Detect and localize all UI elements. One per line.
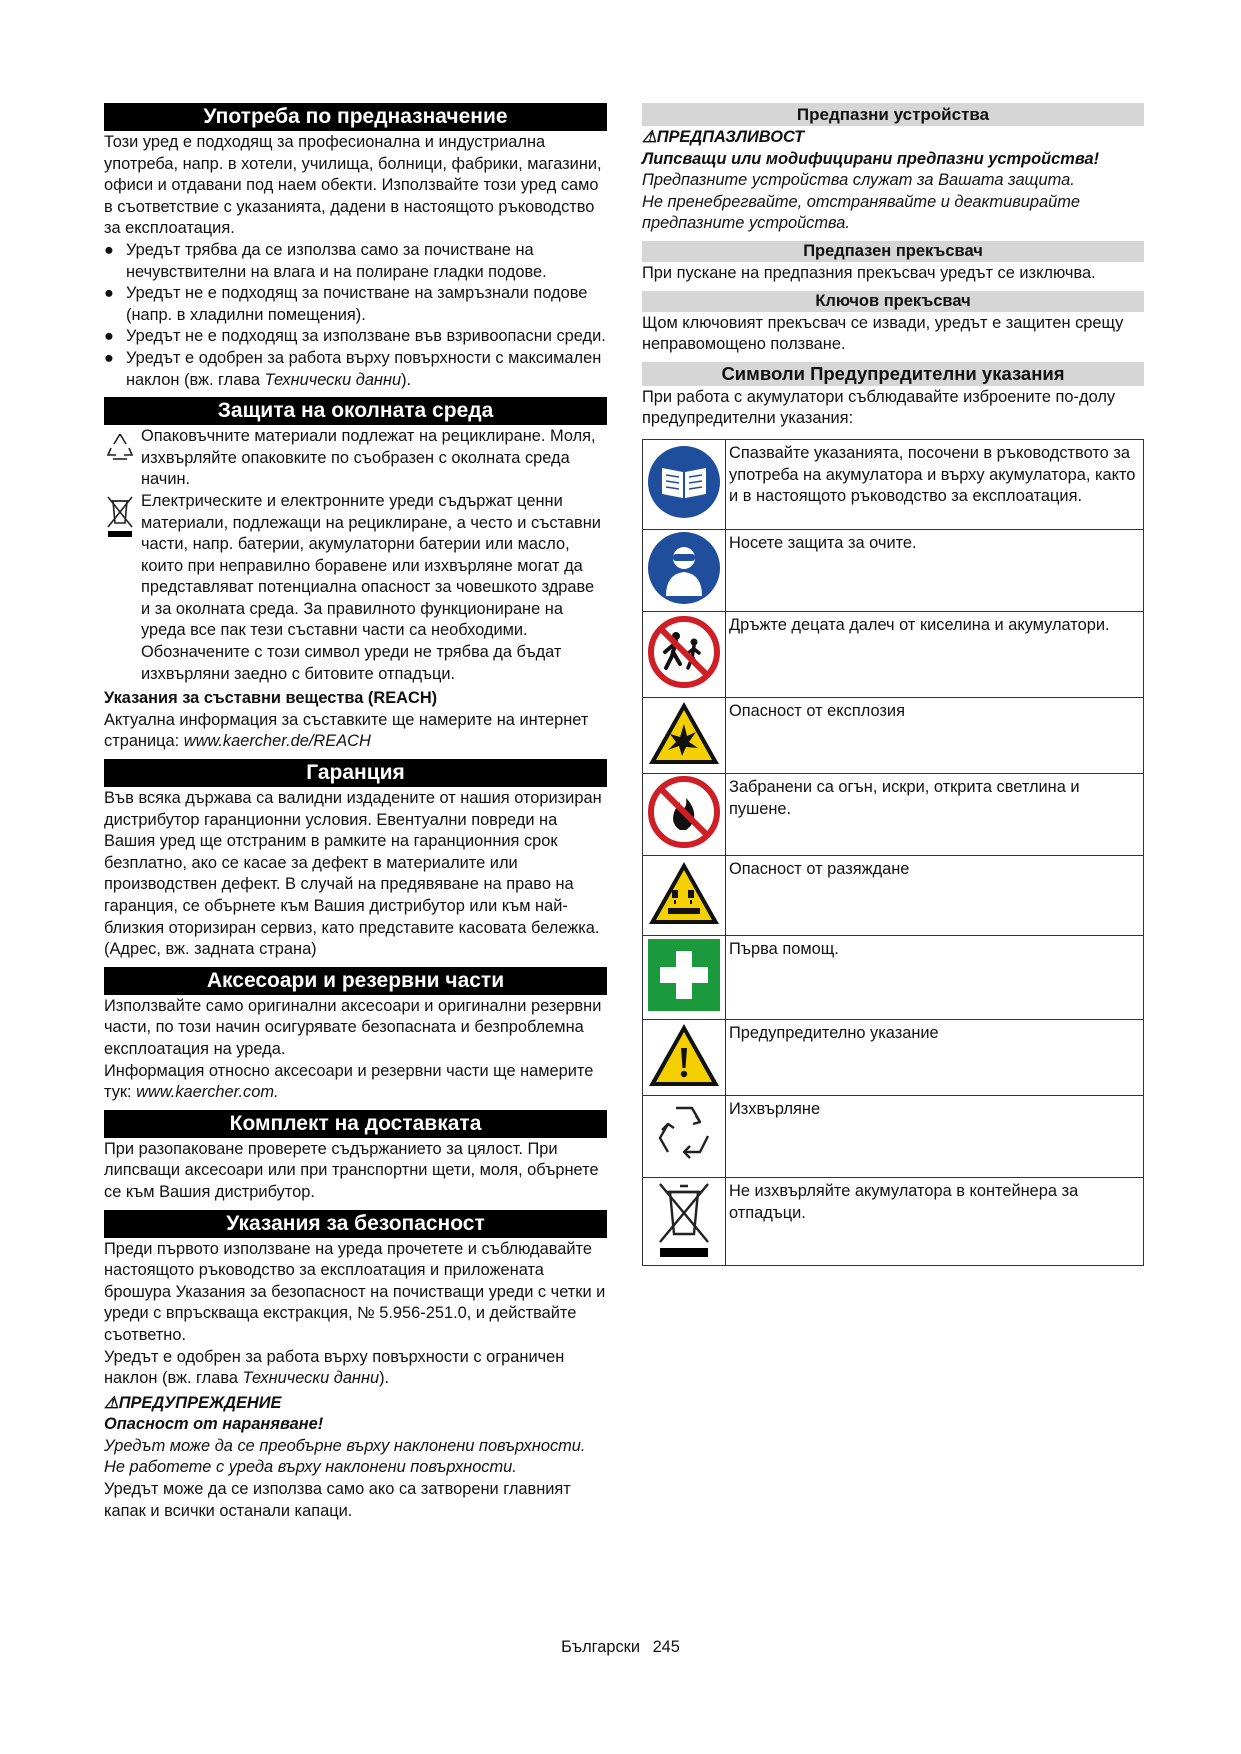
symbol-text: Опасност от експлозия [726,697,1144,773]
symbol-text: Спазвайте указанията, посочени в ръководството за употреба на акумулатора и върху акумулатора, както и в настоящото ръководство за експлоатация. [726,439,1144,529]
first-aid-icon [646,937,722,1013]
accessories-info: Информация относно аксесоари и резервни части ще намерите тук: www.kaercher.com. [104,1061,594,1102]
symbol-text: Предупредително указание [726,1019,1144,1095]
symbol-text: Не изхвърляйте акумулатора в контейнера за отпадъци. [726,1177,1144,1265]
warning-action: Не работете с уреда върху наклонени повърхности. [104,1458,517,1477]
table-row [643,1019,1144,1095]
symbols-table [642,439,1144,1266]
section-heading-delivery: Комплект на доставката [104,1110,607,1138]
warning-icon [646,1020,722,1090]
reach-heading: Указания за съставни вещества (REACH) [104,689,438,708]
table-row [643,773,1144,855]
table-row [643,529,1144,611]
right-column [642,103,1144,1266]
keep-children-away-icon [646,614,722,690]
read-manual-icon [646,444,722,520]
accessories-text: Използвайте само оригинални аксесоари и оригинални резервни части, по този начин осигурявате безопасната и безпроблемна експлоатация на уреда. [104,996,602,1058]
symbol-text: Изхвърляне [726,1095,1144,1177]
reach-text: Актуална информация за съставките ще намерите на интернет страница: www.kaercher.de/REACH [104,710,589,751]
key-switch-text: Щом ключовият прекъсвач се извади, уредът е защитен срещу неправомощено ползване. [642,313,1124,354]
table-row [643,1177,1144,1265]
packaging-note: Опаковъчните материали подлежат на рециклиране. Моля, изхвърляйте опаковките по съобразен с околната среда начин. [104,426,607,491]
section-heading-safety-switch: Предпазен прекъсвач [642,241,1144,262]
symbol-text: Забранени са огън, искри, открита светлина и пушене. [726,773,1144,855]
no-bin-disposal-icon [652,1178,716,1260]
list-item: ● Уредът не е подходящ за използване във взривоопасни среди. [104,327,606,346]
table-row [643,935,1144,1019]
warning-label: ⚠ПРЕДУПРЕЖДЕНИЕ [104,1393,282,1412]
kaercher-link[interactable]: www.kaercher.com. [136,1083,279,1102]
list-item: ● Уредът трябва да се използва само за почистване на нечувствителни на влага и на полиране гладки подове. [104,240,547,281]
corrosive-icon [646,858,722,928]
section-heading-key-switch: Ключов прекъсвач [642,291,1144,312]
table-row [643,611,1144,697]
caution-label: ⚠ПРЕДПАЗЛИВОСТ [642,128,805,146]
symbol-text: Първа помощ. [726,935,1144,1019]
recycle-icon [104,428,136,466]
safety-switch-text: При пускане на предпазния прекъсвач уредът се изключва. [642,263,1096,282]
symbol-text: Дръжте децата далеч от киселина и акумулатори. [726,611,1144,697]
caution-title: Липсващи или модифицирани предпазни устройства! [642,149,1100,168]
crossed-bin-icon [104,493,136,539]
explosion-hazard-icon [646,698,722,768]
table-row [643,697,1144,773]
symbol-text: Опасност от разяждане [726,855,1144,935]
warranty-address: (Адрес, вж. задната страна) [104,940,317,959]
safety-slope: Уредът е одобрен за работа върху повърхности с ограничен наклон (вж. глава Технически данни). [104,1347,565,1388]
safety-closing: Уредът може да се използва само ако са затворени главният капак и всички останали капаци. [104,1480,571,1520]
section-heading-safety: Указания за безопасност [104,1210,607,1238]
reach-link[interactable]: www.kaercher.de/REACH [183,732,371,751]
warranty-text: Във всяка държава са валидни издадените от нашия оторизиран дистрибутор гаранционни условия. Евентуални повреди на Вашия уред ще отстраним в рамките на гаранционния срок безплатно, ако се касае за дефект в материалите или производствен дефект. В случай на предявяване на право на гаранция, се обърнете към Вашия дистрибутор или към най-близкия оторизиран сервиз, като представите касовата бележка. [104,789,602,937]
table-row [643,855,1144,935]
page-number: 245 [652,1638,680,1656]
warning-triangle-icon: ⚠ [642,128,657,146]
table-row [643,439,1144,529]
warning-text: Уредът може да се преобърне върху наклонени повърхности. [104,1436,586,1455]
usage-intro: Този уред е подходящ за професионална и индустриална употреба, напр. в хотели, училища, болници, фабрики, магазини, офиси и отдавани под наем обекти. Използвайте този уред само в съответствие с указанията, дадени в настоящото ръководство за експлоатация. [104,133,602,238]
warning-triangle-icon: ⚠ [104,1393,119,1412]
symbol-text: Носете защита за очите. [726,529,1144,611]
electrical-note: Електрическите и електронните уреди съдържат ценни материали, подлежащи на рециклиране, а често и съставни части, напр. батерии, акумулаторни батерии или масло, които при неправилно боравене или изхвърляне могат да представляват потенциална опасност за човешкото здраве и за околната среда. За правилното функциониране на уреда все пак тези съставни части са необходими. Обозначените с този символ уреди не трябва да бъдат изхвърляни заедно с битовите отпадъци. [104,491,607,685]
usage-bullet-list [104,240,607,391]
list-item: ● Уредът е одобрен за работа върху повърхности с максимален наклон (вж. глава Технически данни). [104,348,602,389]
section-heading-accessories: Аксесоари и резервни части [104,967,607,995]
section-heading-usage: Употреба по предназначение [104,103,607,131]
eye-protection-icon [646,530,722,606]
list-item: ● Уредът не е подходящ за почистване на замръзнали подове (напр. в хладилни помещения). [104,284,588,324]
footer-language: Български [561,1638,640,1656]
delivery-text: При разопаковане проверете съдържанието за цялост. При липсващи аксесоари или при транспортни щети, моля, обърнете се към Вашия дистрибутор. [104,1139,599,1201]
section-heading-warranty: Гаранция [104,759,607,787]
section-heading-protective: Предпазни устройства [642,103,1144,126]
safety-text: Преди първото използване на уреда прочетете и съблюдавайте настоящото ръководство за експлоатация и приложената брошура Указания за безопасност на почистващи уреди с четки и уреди с впръскваща екстракция, № 5.956-251.0, и действайте съответно. [104,1239,606,1344]
recycle-icon [646,1096,722,1172]
warning-title: Опасност от нараняване! [104,1415,324,1434]
caution-action: Не пренебрегвайте, отстранявайте и деактивирайте предпазните устройства. [642,192,1080,233]
symbols-intro: При работа с акумулатори съблюдавайте изброените по-долу предупредителни указания: [642,387,1116,428]
table-row [643,1095,1144,1177]
page-footer [0,1638,1241,1657]
section-heading-symbols: Символи Предупредителни указания [642,362,1144,386]
no-fire-icon [646,774,722,850]
section-heading-environment: Защита на околната среда [104,397,607,425]
caution-text: Предпазните устройства служат за Вашата защита. [642,171,1075,190]
left-column [104,103,607,1522]
